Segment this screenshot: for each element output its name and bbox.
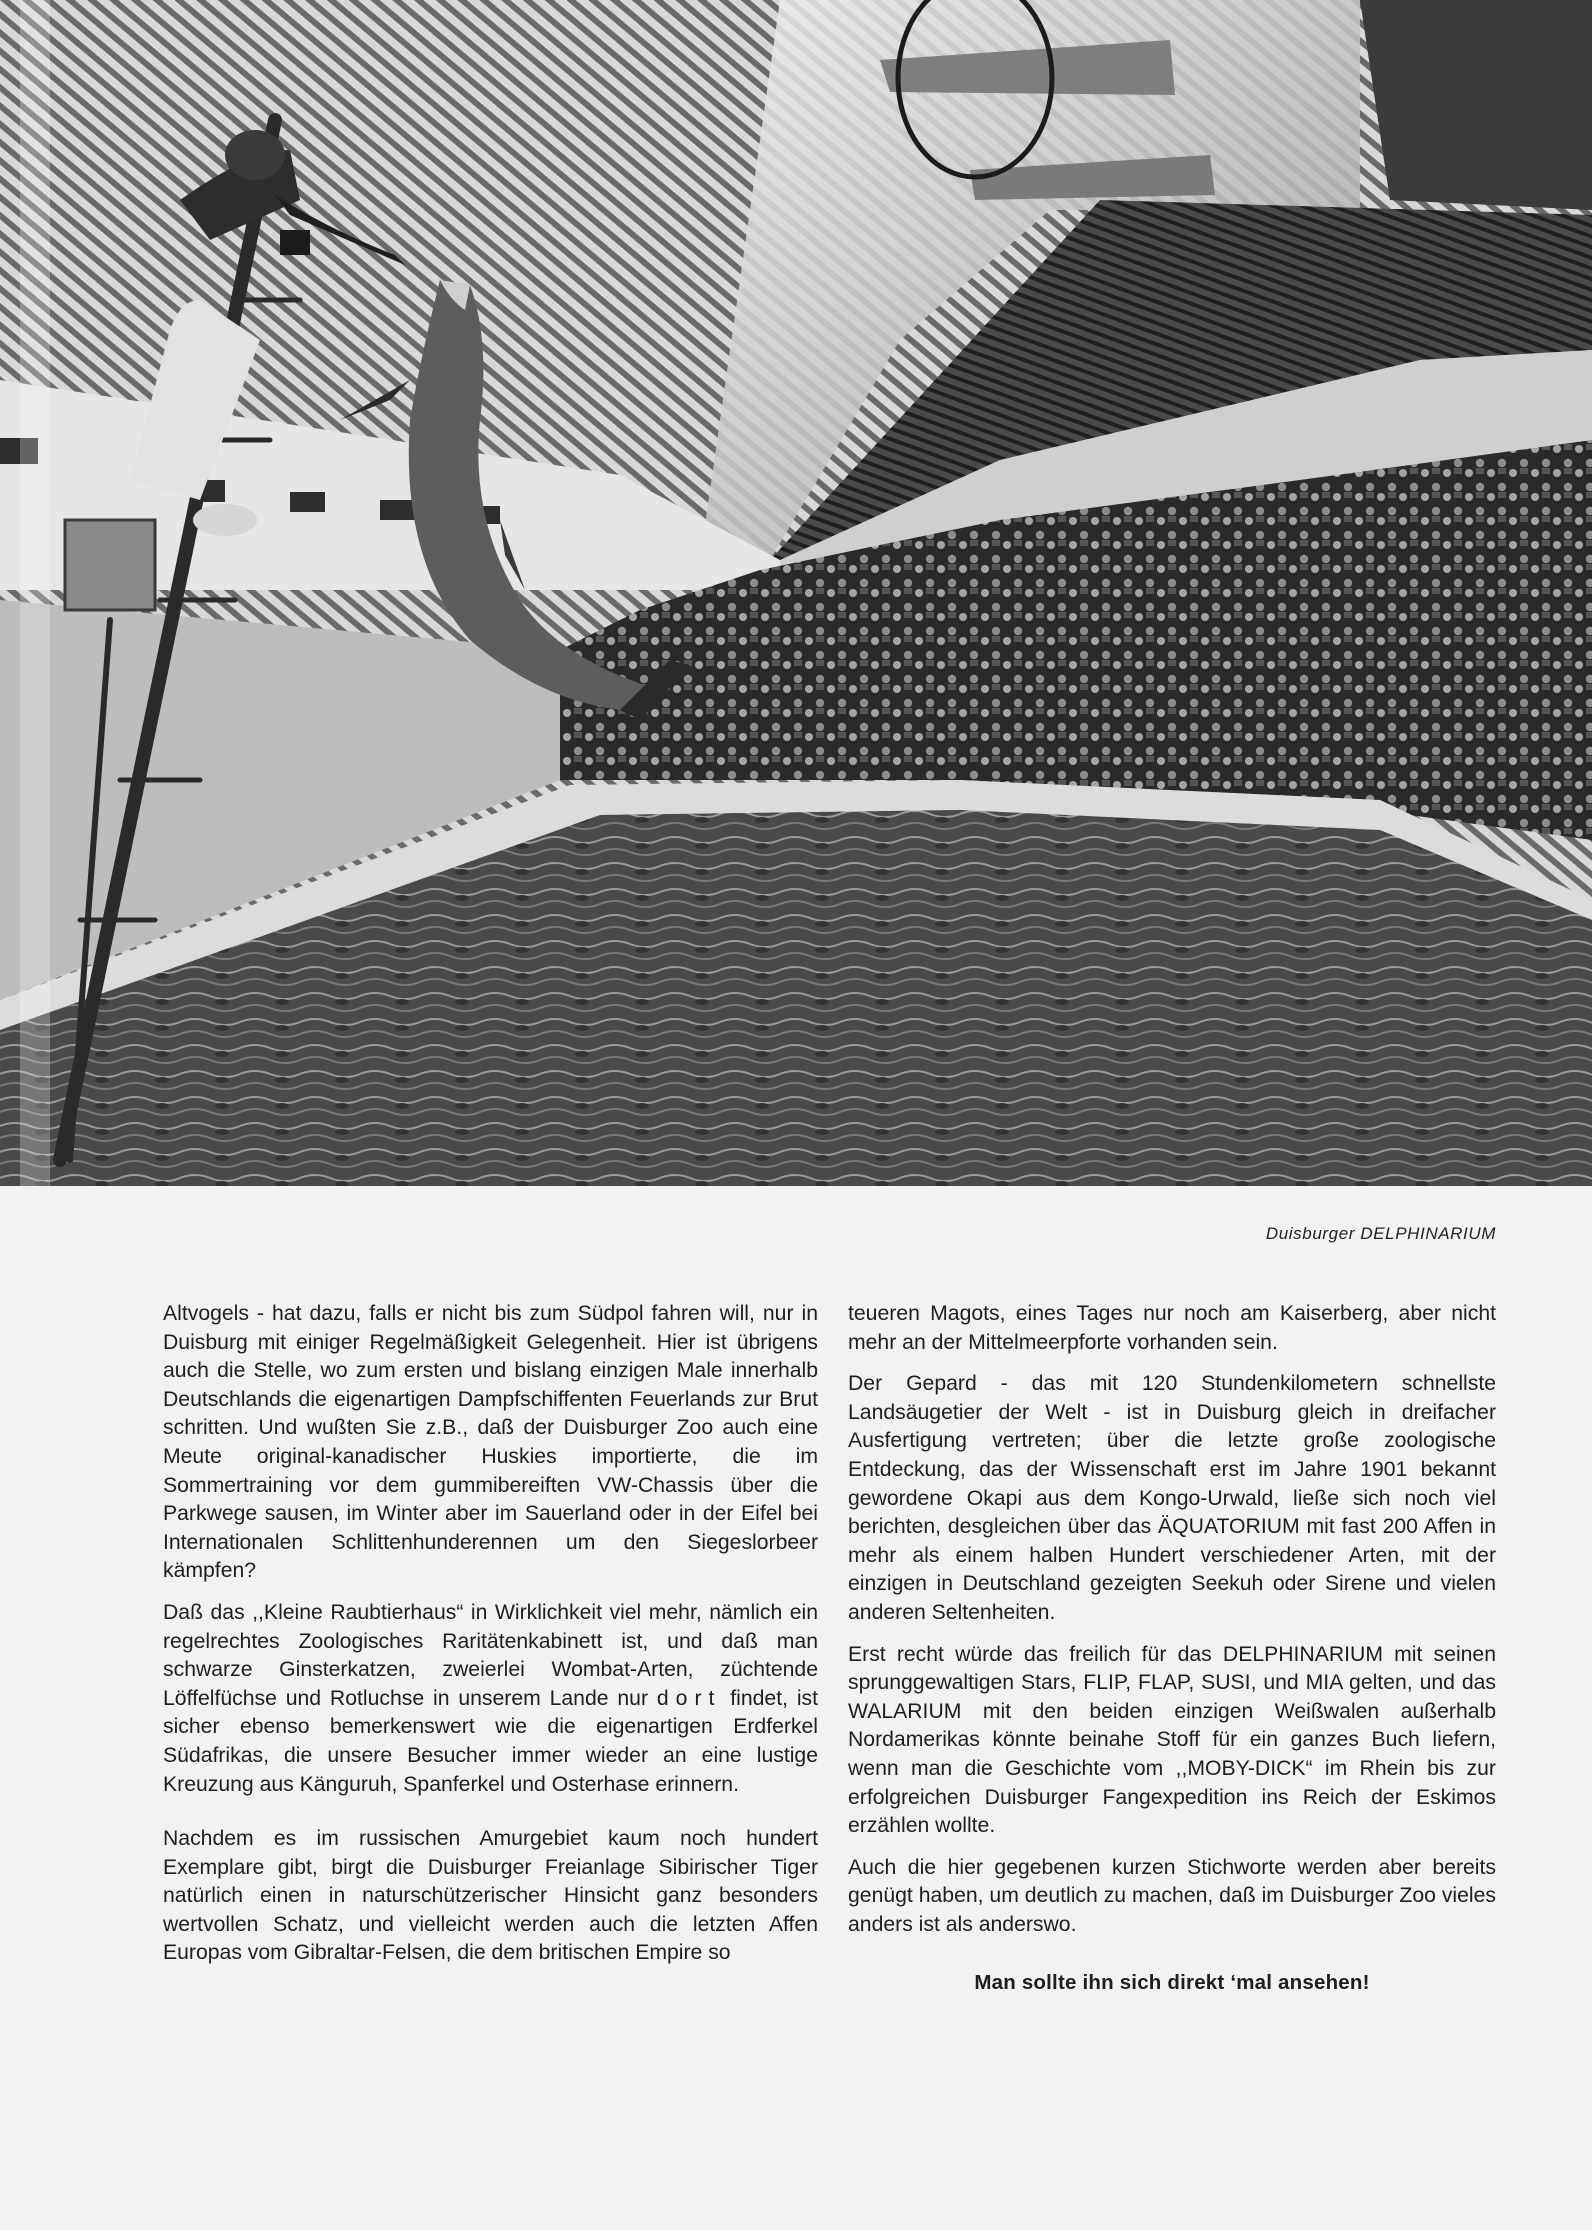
- paragraph: [163, 1599, 818, 1799]
- paragraph: Altvogels - hat dazu, falls er nicht bis zum Südpol fahren will, nur in Duisburg mit einiger Regelmäßigkeit Gelegenheit. Hier ist übrigens auch die Stelle, wo zum ersten und bislang einzigen Male innerhalb Deutschlands die eigenartigen Dampfschiffenten Feuerlands zur Brut schritten. Und wußten Sie z.B., daß der Duisburger Zoo auch eine Meute original-kanadischer Huskies importierte, die im Sommertraining vor dem gummibereiften VW-Chassis über die Parkwege sausen, im Winter aber im Sauerland oder in der Eifel bei Internationalen Schlittenhunderennen um den Siegeslorbeer kämpfen?: [163, 1302, 818, 1583]
- photo-caption: Duisburger DELPHINARIUM: [1265, 1224, 1496, 1243]
- paragraph-text: Daß das ,,Kleine Raubtierhaus“ in Wirklichkeit viel mehr, nämlich ein regelrechtes Zoologisches Raritätenkabinett ist, und daß man schwarze Ginsterkatzen, zweierlei Wombat-Arten, züchtende Löffelfüchse und Rotluchse in unserem Lande nur: [163, 1600, 818, 1710]
- paragraph: Erst recht würde das freilich für das DELPHINARIUM mit seinen sprunggewaltigen Stars, FLIP, FLAP, SUSI, und MIA gelten, und das WALARIUM mit den beiden einzigen Weißwalen außerhalb Nordamerikas könnte beinahe Stoff für ein ganzes Buch liefern, wenn man die Geschichte vom ,,MOBY-DICK“ im Rhein bis zur erfolgreichen Duisburger Fangexpedition ins Reich der Eskimos erzählen wollte.: [848, 1642, 1496, 1838]
- paragraph: Auch die hier gegebenen kurzen Stichworte werden aber bereits genügt haben, um deutlich zu machen, daß im Duisburger Zoo vieles anders ist als anderswo.: [848, 1855, 1496, 1936]
- paragraph: teueren Magots, eines Tages nur noch am Kaiserberg, aber nicht mehr an der Mittelmeerpforte vorhanden sein.: [848, 1302, 1496, 1354]
- paragraph: Nachdem es im russischen Amurgebiet kaum noch hundert Exemplare gibt, birgt die Duisburger Freianlage Sibirischer Tiger natürlich einen in naturschützerischer Hinsicht ganz besonders wertvollen Schatz, und vielleicht werden auch die letzten Affen Europas vom Gibraltar-Felsen, die dem britischen Empire so: [163, 1827, 818, 1965]
- paragraph: Der Gepard - das mit 120 Stundenkilometern schnellste Landsäugetier der Welt - ist in Duisburg gleich in dreifacher Ausfertigung vertreten; über die letzte große zoologische Entdeckung, das der Wissenschaft erst im Jahre 1901 bekannt gewordene Okapi aus dem Kongo-Urwald, ließe sich noch viel berichten, desgleichen über das ÄQUATORIUM mit fast 200 Affen in mehr als einem halben Hundert verschiedener Arten, mit der einzigen in Deutschland gezeigten Seekuh oder Sirene und vielen anderen Seltenheiten.: [848, 1372, 1496, 1624]
- article-column-right: [848, 1300, 1496, 1998]
- emphasized-word: dort: [656, 1686, 722, 1710]
- paragraph-text: findet, ist sicher ebenso bemerkenswert wie die eigenartigen Erdferkel Südafrikas, die unsere Besucher immer wieder an eine lustige Kreuzung aus Känguruh, Spanferkel und Osterhase erinnern.: [163, 1686, 819, 1796]
- article-column-left: [163, 1300, 818, 1981]
- closing-statement: Man sollte ihn sich direkt ‘mal ansehen!: [974, 1971, 1370, 1995]
